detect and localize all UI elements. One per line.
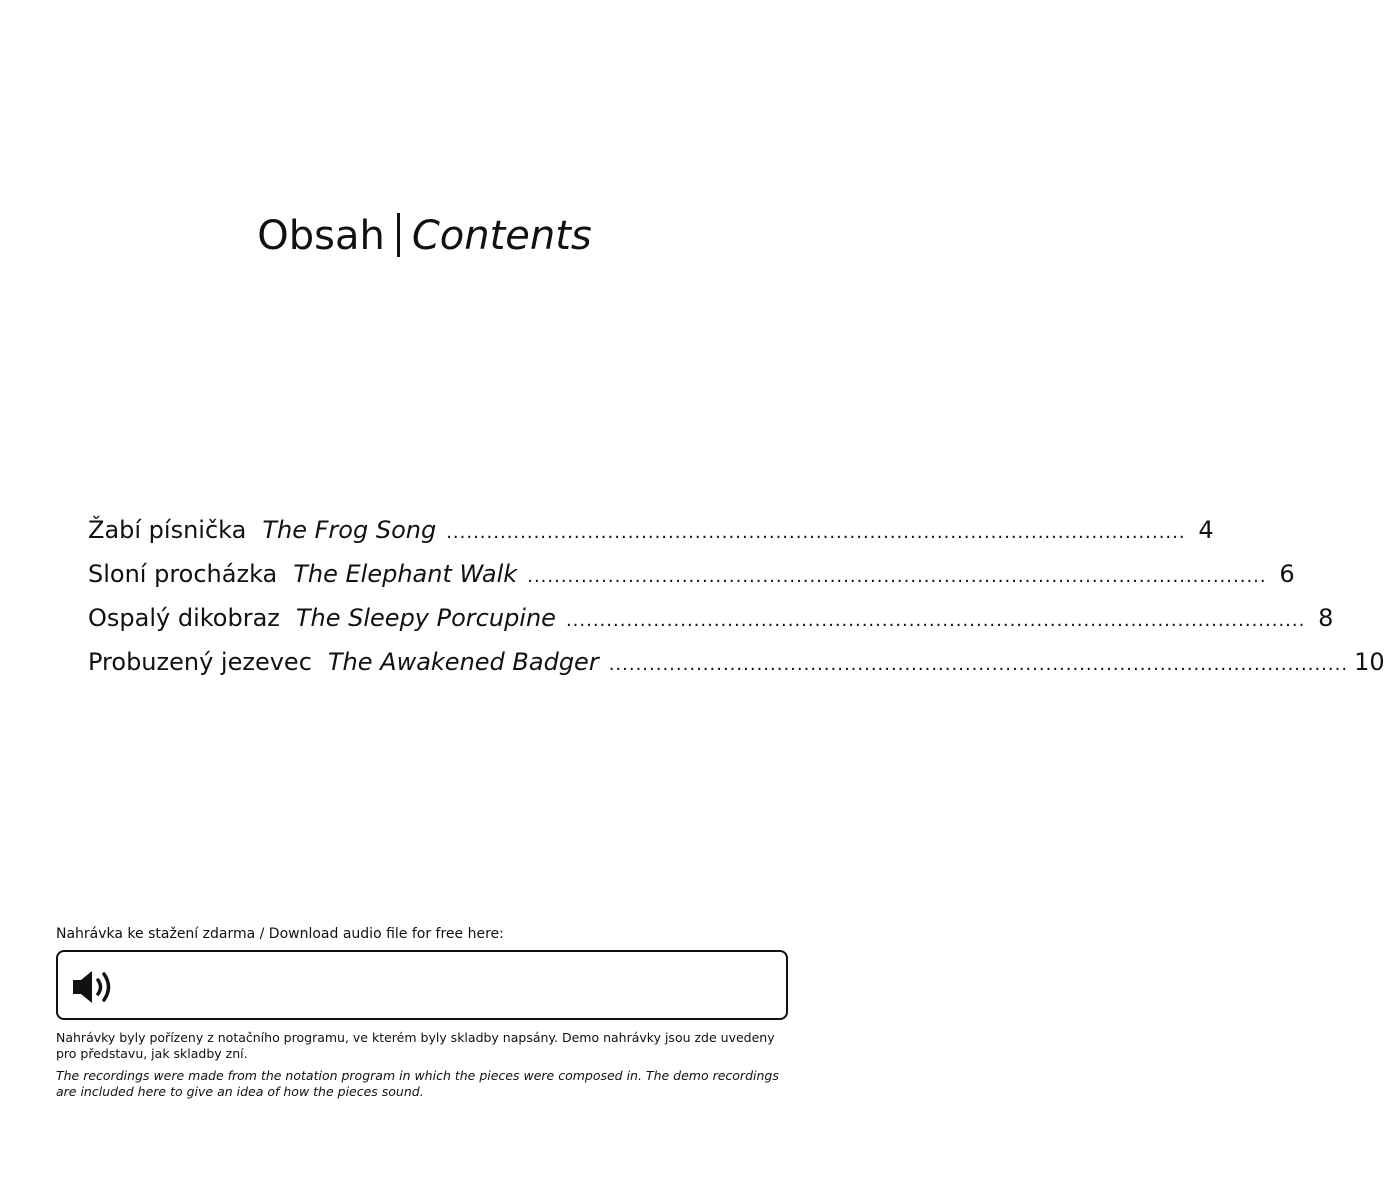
recording-note-english: The recordings were made from the notation program in which the pieces were composed in. The demo recordings are included here to give an idea of how the pieces sound. — [56, 1068, 779, 1099]
toc-title-czech: Ospalý dikobraz — [88, 604, 280, 632]
title-english: Contents — [411, 213, 592, 259]
toc-title-czech: Sloní procházka — [88, 560, 278, 588]
toc-leader-dots: .............................................................................................................. — [446, 522, 1186, 543]
toc-entry[interactable] — [88, 508, 1214, 552]
toc-title-czech: Probuzený jezevec — [88, 648, 312, 676]
page-title — [0, 210, 849, 262]
speaker-icon[interactable] — [70, 967, 118, 1007]
toc-title-english: The Elephant Walk — [293, 560, 518, 588]
toc-title-czech: Žabí písnička — [88, 516, 247, 544]
toc-title-english: The Sleepy Porcupine — [295, 604, 556, 632]
download-label: Nahrávka ke stažení zdarma / Download audio file for free here: — [56, 926, 504, 942]
toc-leader-dots: .............................................................................................................. — [608, 654, 1349, 675]
toc-page-number: 10 — [1354, 648, 1385, 676]
toc-entry[interactable] — [88, 596, 1334, 640]
toc-entry[interactable] — [88, 640, 1385, 684]
toc-leader-dots: .............................................................................................................. — [565, 610, 1306, 631]
toc-page-number: 6 — [1279, 560, 1295, 588]
title-czech: Obsah — [257, 213, 385, 259]
toc-page-number: 8 — [1318, 604, 1334, 632]
title-separator — [397, 213, 400, 257]
table-of-contents — [88, 508, 1385, 684]
toc-title-english: The Frog Song — [262, 516, 437, 544]
toc-page-number: 4 — [1198, 516, 1214, 544]
audio-download-box[interactable] — [56, 950, 788, 1020]
toc-entry[interactable] — [88, 552, 1295, 596]
toc-leader-dots: .............................................................................................................. — [527, 566, 1267, 587]
toc-title-english: The Awakened Badger — [327, 648, 599, 676]
recording-note-czech: Nahrávky byly pořízeny z notačního programu, ve kterém byly skladby napsány. Demo nahrávky jsou zde uvedeny pro představu, jak skladby zní. — [56, 1030, 775, 1061]
